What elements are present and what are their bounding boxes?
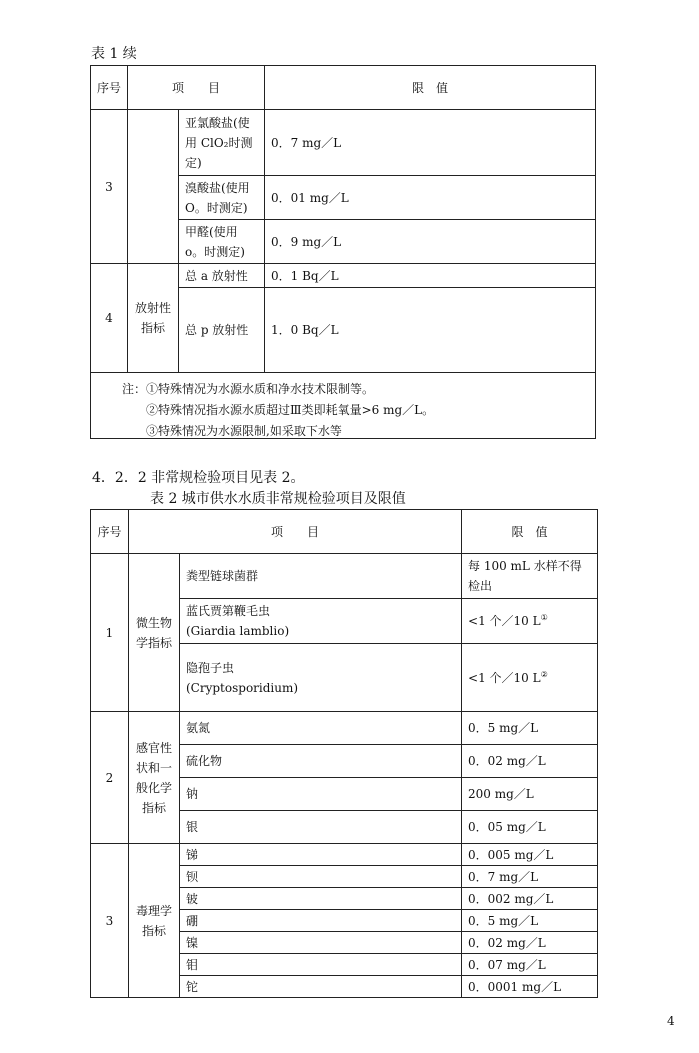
t1-limit: 0．1 Bq／L [265, 264, 596, 288]
t2-limit: 0．07 mg／L [462, 954, 598, 976]
t1-item: 总 p 放射性 [179, 288, 265, 373]
t2-limit: 0．7 mg／L [462, 866, 598, 888]
t1-header-limit: 限 值 [265, 66, 596, 110]
t2-item: 铊 [180, 976, 462, 998]
t2-category-3: 毒理学指标 [129, 844, 180, 998]
t1-limit: 0．01 mg／L [265, 176, 596, 220]
t2-item: 蓝氏贾第鞭毛虫 [186, 604, 271, 618]
t2-item-cell [180, 599, 462, 644]
t1-header-seq: 序号 [91, 66, 128, 110]
t1-note-1: 注：①特殊情况为水源水质和净水技术限制等。 [122, 382, 375, 396]
t2-item-latin: (Giardia lamblio) [186, 624, 290, 638]
t1-note-3: ③特殊情况为水源限制,如采取下水等 [146, 424, 342, 438]
t2-seq-2: 2 [91, 712, 129, 844]
t2-seq-1: 1 [91, 554, 129, 712]
t2-item: 锑 [180, 844, 462, 866]
t1-category-3 [128, 110, 179, 264]
t2-limit-mark: ① [540, 613, 548, 622]
t1-seq-3: 3 [91, 110, 128, 264]
t1-limit: 0．7 mg／L [265, 110, 596, 176]
t2-item-latin: (Cryptosporidium) [186, 680, 299, 695]
t1-item: 甲醛(使用 o。时测定) [179, 220, 265, 264]
t1-note-2: ②特殊情况指水源水质超过Ⅲ类即耗氧量>6 mg／L。 [146, 403, 435, 417]
table2 [90, 509, 598, 998]
t2-limit: 0．005 mg／L [462, 844, 598, 866]
t1-item: 亚氯酸盐(使用 ClO₂时测定) [179, 110, 265, 176]
t1-seq-4: 4 [91, 264, 128, 373]
t2-header-limit: 限 值 [462, 510, 598, 554]
t2-item: 钡 [180, 866, 462, 888]
t2-item: 硼 [180, 910, 462, 932]
t2-limit: <1 个／10 L [468, 614, 541, 628]
t2-item: 氨氮 [180, 712, 462, 745]
t1-limit: 0．9 mg／L [265, 220, 596, 264]
t2-limit: 每 100 mL 水样不得检出 [462, 554, 598, 599]
t2-limit: 200 mg／L [462, 778, 598, 811]
t1-category-4: 放射性指标 [128, 264, 179, 373]
page-number: 4 [667, 1014, 675, 1028]
t2-category-2: 感官性状和一般化学指标 [129, 712, 180, 844]
t1-limit: 1．0 Bq／L [265, 288, 596, 373]
t1-item: 总 a 放射性 [179, 264, 265, 288]
t2-header-seq: 序号 [91, 510, 129, 554]
t2-limit: <1 个／10 L [468, 670, 541, 685]
t2-limit-cell [462, 644, 598, 712]
t2-limit-mark: ② [540, 669, 548, 679]
t2-limit: 0．5 mg／L [462, 712, 598, 745]
t2-item: 镍 [180, 932, 462, 954]
section-line: 4．2．2 非常规检验项目见表 2。 [92, 470, 305, 486]
t1-header-item: 项 目 [128, 66, 265, 110]
t2-limit: 0．0001 mg／L [462, 976, 598, 998]
t2-item: 隐孢子虫 [186, 660, 235, 675]
t2-item: 粪型链球菌群 [180, 554, 462, 599]
t2-header-item: 项 目 [129, 510, 462, 554]
t2-limit-cell [462, 599, 598, 644]
table1-caption: 表 1 续 [91, 46, 137, 62]
t2-item: 钼 [180, 954, 462, 976]
t2-item-cell [180, 644, 462, 712]
t2-category-1: 微生物学指标 [129, 554, 180, 712]
t2-limit: 0．5 mg／L [462, 910, 598, 932]
t2-seq-3: 3 [91, 844, 129, 998]
t2-item: 银 [180, 811, 462, 844]
t2-item: 铍 [180, 888, 462, 910]
t2-item: 钠 [180, 778, 462, 811]
t2-limit: 0．02 mg／L [462, 932, 598, 954]
t2-limit: 0．002 mg／L [462, 888, 598, 910]
t2-item: 硫化物 [180, 745, 462, 778]
t1-item: 溴酸盐(使用 O。时测定) [179, 176, 265, 220]
t2-limit: 0．05 mg／L [462, 811, 598, 844]
table2-caption: 表 2 城市供水水质非常规检验项目及限值 [150, 491, 406, 507]
t2-limit: 0．02 mg／L [462, 745, 598, 778]
